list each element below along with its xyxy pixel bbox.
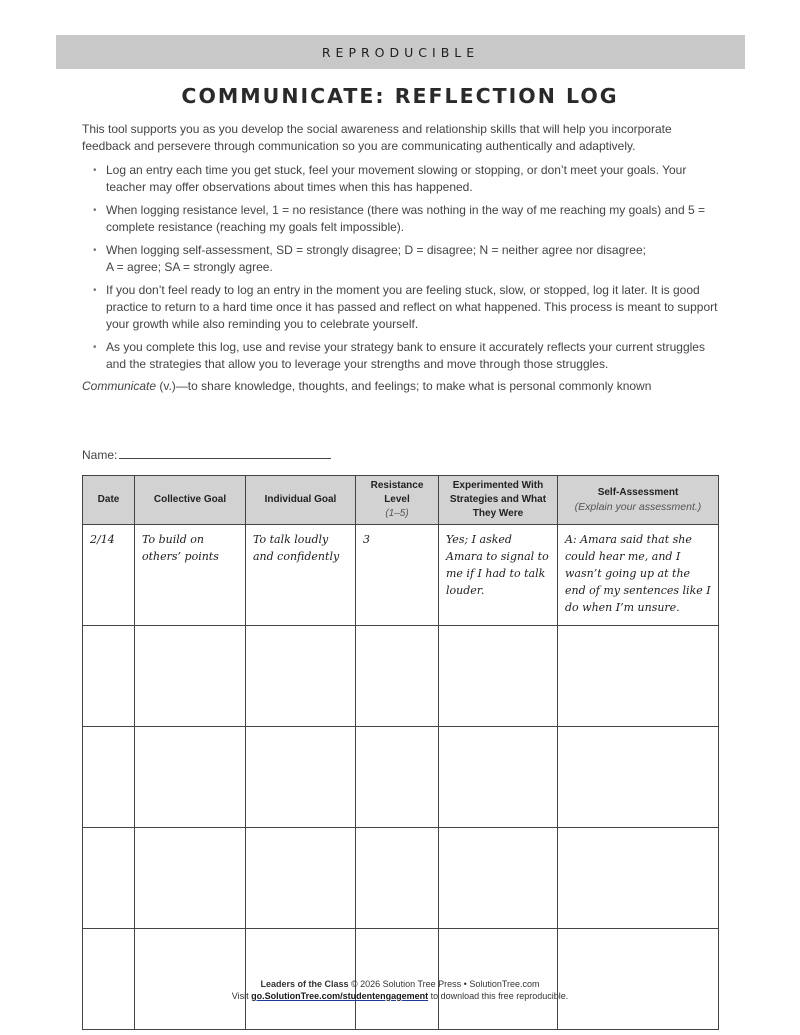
copyright-text: © 2026 Solution Tree Press • SolutionTree.com xyxy=(348,979,540,989)
header-collective-goal: Collective Goal xyxy=(135,476,246,525)
page-title: COMMUNICATE: REFLECTION LOG xyxy=(181,84,619,108)
cell-individual-goal[interactable] xyxy=(246,626,356,727)
cell-self-assessment[interactable] xyxy=(558,626,719,727)
cell-self-assessment[interactable] xyxy=(558,727,719,828)
cell-resistance-level[interactable]: 3 xyxy=(356,525,439,626)
name-label: Name: xyxy=(82,448,118,462)
table-row xyxy=(83,626,719,727)
header-individual-goal: Individual Goal xyxy=(246,476,356,525)
table-row xyxy=(83,727,719,828)
reproducible-banner xyxy=(56,35,745,69)
header-self-label: Self-Assessment xyxy=(597,487,679,498)
cell-experimented[interactable] xyxy=(439,828,558,929)
bullet-line: A = agree; SA = strongly agree. xyxy=(106,260,273,274)
name-line[interactable] xyxy=(119,446,331,459)
cell-collective-goal[interactable] xyxy=(135,626,246,727)
header-resistance-range: (1–5) xyxy=(385,508,409,519)
reflection-log-table xyxy=(82,475,719,1030)
table-row xyxy=(83,828,719,929)
table-header-row xyxy=(83,476,719,525)
cell-experimented[interactable] xyxy=(439,727,558,828)
cell-resistance-level[interactable] xyxy=(356,828,439,929)
banner-text: REPRODUCIBLE xyxy=(321,44,480,60)
cell-collective-goal[interactable] xyxy=(135,828,246,929)
cell-date[interactable]: 2/14 xyxy=(83,525,135,626)
footer-line-1 xyxy=(0,978,800,990)
header-experimented: Experimented With Strategies and What They Were xyxy=(439,476,558,525)
definition xyxy=(82,378,722,395)
list-item: • If you don’t feel ready to log an entry in the moment you are feeling stuck, slow, or stopped, log it later. It is good practice to return to a hard time once it has passed and reflect on what happened. This process is meant to support your growth while also reminding you to celebrate yourself. xyxy=(106,282,722,333)
list-item: • When logging resistance level, 1 = no resistance (there was nothing in the way of me reaching my goals) and 5 = complete resistance (reaching my goals felt impossible). xyxy=(106,202,722,236)
cell-date[interactable] xyxy=(83,828,135,929)
cell-resistance-level[interactable] xyxy=(356,626,439,727)
instructions xyxy=(82,121,722,395)
definition-text: (v.)—to share knowledge, thoughts, and feelings; to make what is personal commonly known xyxy=(156,379,652,393)
list-item xyxy=(106,242,722,276)
cell-individual-goal[interactable] xyxy=(246,727,356,828)
cell-date[interactable] xyxy=(83,727,135,828)
bullet-line: When logging self-assessment, SD = strongly disagree; D = disagree; N = neither agree nor disagree; xyxy=(106,243,646,257)
header-self-assessment xyxy=(558,476,719,525)
cell-collective-goal[interactable] xyxy=(135,727,246,828)
definition-term: Communicate xyxy=(82,379,157,393)
name-field xyxy=(82,446,331,462)
book-title: Leaders of the Class xyxy=(260,979,349,989)
header-self-sub: (Explain your assessment.) xyxy=(574,501,702,513)
footer-line-2 xyxy=(0,990,800,1002)
cell-experimented[interactable]: Yes; I asked Amara to signal to me if I had to talk louder. xyxy=(439,525,558,626)
list-item: • Log an entry each time you get stuck, feel your movement slowing or stopping, or don’t meet your goals. Your teacher may offer observations about times when this has happened. xyxy=(106,162,722,196)
header-resistance-label: Resistance Level xyxy=(370,480,424,505)
page-footer xyxy=(0,978,800,1002)
header-resistance-level xyxy=(356,476,439,525)
cell-self-assessment[interactable] xyxy=(558,828,719,929)
cell-collective-goal[interactable]: To build on others’ points xyxy=(135,525,246,626)
visit-text: Visit xyxy=(231,991,252,1001)
cell-resistance-level[interactable] xyxy=(356,727,439,828)
cell-self-assessment[interactable]: A: Amara said that she could hear me, and I wasn’t going up at the end of my sentences like I do when I’m unsure. xyxy=(558,525,719,626)
intro-text: This tool supports you as you develop the social awareness and relationship skills that will help you incorporate feedback and persevere through communication so you are communicating authentically and adaptively. xyxy=(82,122,672,153)
cell-individual-goal[interactable]: To talk loudly and confidently xyxy=(246,525,356,626)
cell-experimented[interactable] xyxy=(439,626,558,727)
instruction-list xyxy=(82,162,722,373)
cell-date[interactable] xyxy=(83,626,135,727)
cell-individual-goal[interactable] xyxy=(246,828,356,929)
list-item: • As you complete this log, use and revise your strategy bank to ensure it accurately reflects your current struggles and the strategies that allow you to leverage your strengths and move through those struggles. xyxy=(106,339,722,373)
header-date: Date xyxy=(83,476,135,525)
download-link[interactable]: go.SolutionTree.com/studentengagement xyxy=(251,991,429,1001)
download-text: to download this free reproducible. xyxy=(428,991,569,1001)
table-row xyxy=(83,525,719,626)
